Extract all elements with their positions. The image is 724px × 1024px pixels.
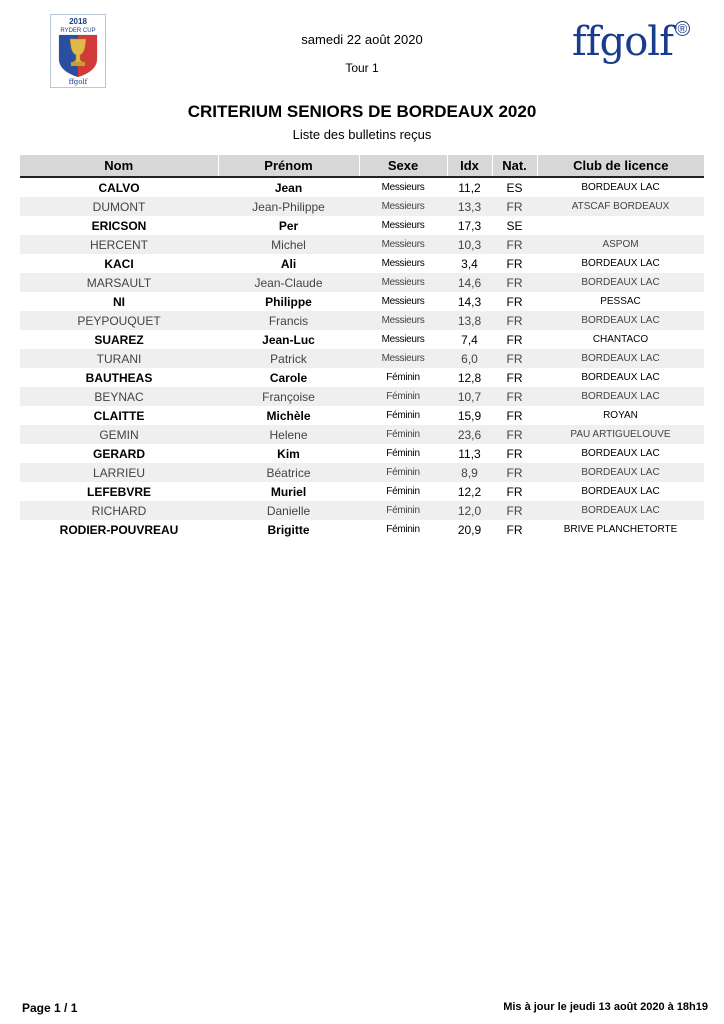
cell-nom: ERICSON	[91, 218, 147, 233]
page-title: CRITERIUM SENIORS DE BORDEAUX 2020	[187, 102, 537, 121]
cell-idx: 17,3	[457, 218, 482, 233]
cell-club: CHANTACO	[592, 334, 649, 345]
cell-club: BRIVE PLANCHETORTE	[563, 524, 678, 535]
cell-nat: FR	[492, 387, 537, 406]
cell-idx: 10,3	[447, 235, 492, 254]
cell-club: BORDEAUX LAC	[581, 258, 660, 269]
column-header-sexe: Sexe	[359, 155, 447, 177]
cell-nat: FR	[506, 408, 523, 423]
cell-prenom: Danielle	[218, 501, 359, 520]
cell-club	[537, 216, 704, 235]
cell-nom: GERARD	[92, 446, 145, 461]
cell-nom: KACI	[104, 256, 134, 271]
table-row	[20, 520, 704, 539]
cell-prenom: Jean-Philippe	[218, 197, 359, 216]
cell-prenom: Muriel	[270, 484, 307, 499]
cell-prenom: Françoise	[218, 387, 359, 406]
cell-club: BORDEAUX LAC	[537, 273, 704, 292]
cell-nat: FR	[492, 197, 537, 216]
cell-idx: 8,9	[447, 463, 492, 482]
table-row	[20, 330, 704, 349]
cell-nat: FR	[506, 256, 523, 271]
cell-nat: FR	[506, 294, 523, 309]
column-header-nom: Nom	[20, 155, 218, 177]
last-updated: Mis à jour le jeudi 13 août 2020 à 18h19	[503, 1001, 708, 1013]
cell-prenom: Jean	[274, 180, 303, 195]
cell-sexe: Féminin	[386, 486, 420, 497]
cell-sexe: Féminin	[359, 501, 447, 520]
page-number: Page 1 / 1	[22, 1001, 78, 1015]
cell-nom: DUMONT	[20, 197, 218, 216]
cell-idx: 23,6	[447, 425, 492, 444]
cell-nat: FR	[492, 311, 537, 330]
cell-nat: SE	[506, 218, 523, 233]
cell-nom: TURANI	[20, 349, 218, 368]
cell-idx: 10,7	[447, 387, 492, 406]
cell-club: BORDEAUX LAC	[537, 349, 704, 368]
cell-nom: SUAREZ	[94, 332, 144, 347]
cell-idx: 12,8	[457, 370, 482, 385]
column-header-club: Club de licence	[537, 155, 704, 177]
cell-sexe: Messieurs	[359, 273, 447, 292]
cell-prenom: Per	[278, 218, 299, 233]
cell-club: ROYAN	[603, 410, 638, 421]
cell-idx: 7,4	[461, 332, 478, 347]
column-header-prenom: Prénom	[218, 155, 359, 177]
cell-sexe: Messieurs	[381, 296, 425, 307]
cell-sexe: Féminin	[386, 372, 420, 383]
cell-club: BORDEAUX LAC	[537, 463, 704, 482]
cell-prenom: Francis	[218, 311, 359, 330]
cell-club: BORDEAUX LAC	[581, 182, 660, 193]
table-row	[20, 235, 704, 254]
cell-nom: CALVO	[98, 180, 140, 195]
cell-idx: 11,3	[458, 446, 481, 461]
cell-prenom: Kim	[277, 446, 300, 461]
column-header-idx: Idx	[447, 155, 492, 177]
cell-sexe: Messieurs	[359, 349, 447, 368]
cell-sexe: Messieurs	[359, 197, 447, 216]
registered-mark: ®	[675, 21, 690, 36]
cell-idx: 12,0	[447, 501, 492, 520]
cell-nom: BAUTHEAS	[85, 370, 153, 385]
cell-sexe: Messieurs	[381, 334, 425, 345]
table-row	[20, 349, 704, 368]
cell-nat: FR	[506, 370, 523, 385]
cell-nat: ES	[506, 180, 523, 195]
table-row	[20, 444, 704, 463]
cell-nom: LEFEBVRE	[86, 484, 151, 499]
ryder-cup-logo	[50, 14, 106, 88]
table-row	[20, 501, 704, 520]
cell-nat: FR	[492, 501, 537, 520]
cell-idx: 15,9	[457, 408, 482, 423]
cell-nom: RODIER-POUVREAU	[59, 522, 179, 537]
cell-prenom: Béatrice	[218, 463, 359, 482]
cell-sexe: Féminin	[386, 524, 420, 535]
cell-club: ATSCAF BORDEAUX	[537, 197, 704, 216]
cell-prenom: Ali	[280, 256, 297, 271]
cell-nom: RICHARD	[20, 501, 218, 520]
svg-text:RYDER CUP: RYDER CUP	[60, 28, 96, 34]
cell-nat: FR	[492, 349, 537, 368]
cell-nat: FR	[506, 446, 523, 461]
table-row	[20, 482, 704, 501]
cell-club: PESSAC	[600, 296, 641, 307]
cell-idx: 13,8	[447, 311, 492, 330]
page-subtitle: Liste des bulletins reçus	[292, 127, 432, 142]
cell-prenom: Patrick	[218, 349, 359, 368]
cell-sexe: Féminin	[359, 425, 447, 444]
round-label: Tour 1	[345, 61, 379, 75]
cell-idx: 11,2	[458, 180, 481, 195]
table-row	[20, 406, 704, 425]
cell-nom: HERCENT	[20, 235, 218, 254]
cell-nat: FR	[492, 463, 537, 482]
cell-sexe: Féminin	[359, 387, 447, 406]
cell-idx: 3,4	[461, 256, 478, 271]
table-row	[20, 273, 704, 292]
cell-nat: FR	[506, 484, 523, 499]
cell-sexe: Messieurs	[381, 182, 425, 193]
table-row	[20, 216, 704, 235]
table-row	[20, 368, 704, 387]
cell-prenom: Jean-Luc	[262, 332, 315, 347]
cell-idx: 14,3	[457, 294, 482, 309]
column-header-nat: Nat.	[492, 155, 537, 177]
cell-club: BORDEAUX LAC	[581, 372, 660, 383]
cell-nom: NI	[113, 294, 125, 309]
cell-nat: FR	[506, 522, 523, 537]
table-body	[20, 177, 704, 539]
cell-idx: 13,3	[447, 197, 492, 216]
svg-text:ffgolf: ffgolf	[68, 78, 88, 86]
table-header-row	[20, 155, 704, 177]
cell-nat: FR	[492, 273, 537, 292]
table-row	[20, 387, 704, 406]
cell-nom: BEYNAC	[20, 387, 218, 406]
cell-club: BORDEAUX LAC	[537, 311, 704, 330]
ffgolf-logo-text: ffgolf	[572, 19, 673, 65]
cell-prenom: Carole	[269, 370, 308, 385]
cell-sexe: Messieurs	[359, 311, 447, 330]
cell-nom: PEYPOUQUET	[20, 311, 218, 330]
cell-prenom: Brigitte	[267, 522, 310, 537]
cell-sexe: Messieurs	[381, 220, 425, 231]
cell-nom: CLAITTE	[93, 408, 145, 423]
cell-prenom: Philippe	[265, 294, 312, 309]
cell-nat: FR	[506, 332, 523, 347]
cell-prenom: Michèle	[266, 408, 311, 423]
event-date: samedi 22 août 2020	[301, 32, 423, 47]
cell-club: BORDEAUX LAC	[581, 486, 660, 497]
cell-sexe: Féminin	[386, 410, 420, 421]
cell-club: BORDEAUX LAC	[537, 387, 704, 406]
table-row	[20, 197, 704, 216]
table-row	[20, 254, 704, 273]
cell-prenom: Jean-Claude	[218, 273, 359, 292]
table-row	[20, 425, 704, 444]
table-row	[20, 177, 704, 197]
cell-prenom: Helene	[218, 425, 359, 444]
table-row	[20, 311, 704, 330]
cell-sexe: Messieurs	[359, 235, 447, 254]
cell-club: BORDEAUX LAC	[537, 501, 704, 520]
cell-nat: FR	[492, 425, 537, 444]
cell-nom: LARRIEU	[20, 463, 218, 482]
cell-sexe: Messieurs	[381, 258, 425, 269]
cell-nom: GEMIN	[20, 425, 218, 444]
cell-prenom: Michel	[218, 235, 359, 254]
cell-idx: 12,2	[457, 484, 482, 499]
svg-text:2018: 2018	[69, 17, 87, 26]
cell-sexe: Féminin	[359, 463, 447, 482]
entries-table	[20, 155, 704, 539]
cell-nom: MARSAULT	[20, 273, 218, 292]
cell-club: PAU ARTIGUELOUVE	[537, 425, 704, 444]
table-row	[20, 292, 704, 311]
cell-sexe: Féminin	[386, 448, 420, 459]
cell-club: BORDEAUX LAC	[581, 448, 660, 459]
cell-nat: FR	[492, 235, 537, 254]
cell-club: ASPOM	[537, 235, 704, 254]
table-row	[20, 463, 704, 482]
cell-idx: 14,6	[447, 273, 492, 292]
cell-idx: 6,0	[447, 349, 492, 368]
cell-idx: 20,9	[457, 522, 482, 537]
